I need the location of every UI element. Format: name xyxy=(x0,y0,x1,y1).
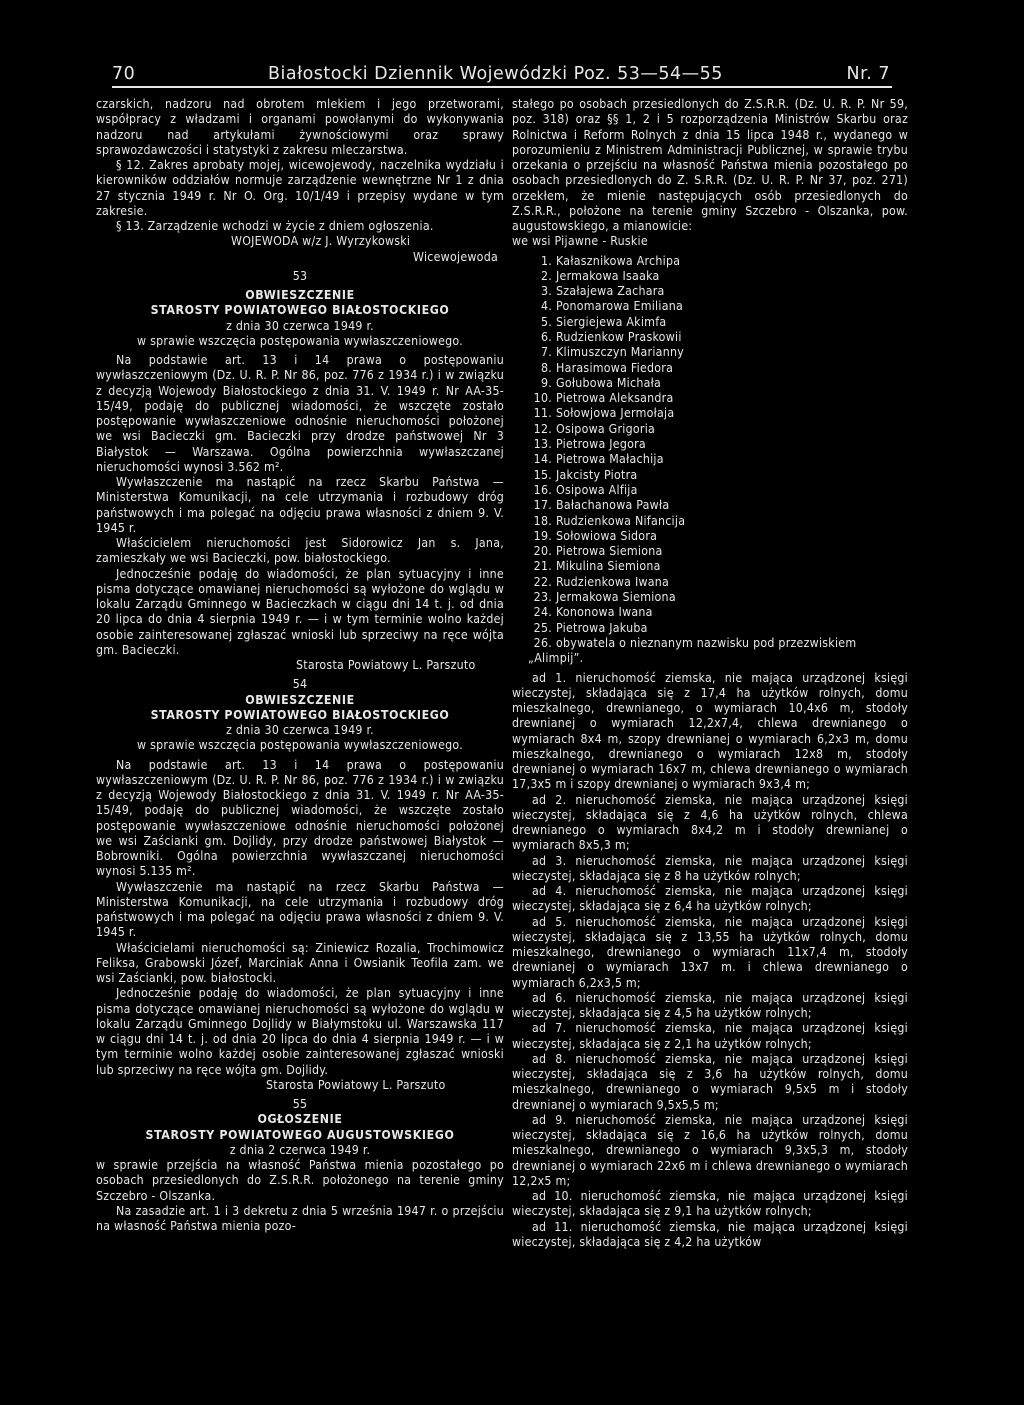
person-number: 19. xyxy=(533,528,552,543)
person-number: 7. xyxy=(540,345,552,360)
person-name: Szałajewa Zachara xyxy=(556,284,665,299)
person-number: 2. xyxy=(540,268,552,283)
person-number: 5. xyxy=(540,314,552,329)
person-name: obywatela o nieznanym nazwisku pod przezwiskiem „Alimpij”. xyxy=(528,635,857,666)
property-description-item: ad 8. nieruchomość ziemska, nie mająca urządzonej księgi wieczystej, składająca się z 3,6 ha użytków rolnych, domu mieszkalnego, drewnianego o wymiarach 9,5x5 m i stodoły drewnianej o wymiarach 9,5x5,5 m; xyxy=(512,1051,908,1112)
notice-54-para-4: Jednocześnie podaję do wiadomości, że plan sytuacyjny i inne pisma dotyczące omawianej nieruchomości są wyłożone do wglądu w lokalu Zarządu Gminnego Dojlidy w Białymstoku ul. Warszawska 117 w ciągu dni 14 t. j. od dnia 20 lipca do dnia 4 sierpnia 1949 r. — i w tym terminie wolno każdej osobie zainteresowanej zgłaszać wnioski lub sprzeciwy na ręce wójta gm. Dojlidy. xyxy=(96,986,504,1077)
notice-53-authority: STAROSTY POWIATOWEGO BIAŁOSTOCKIEGO xyxy=(150,303,450,318)
person-number: 12. xyxy=(533,421,552,436)
person-name: Harasimowa Fiedora xyxy=(556,360,674,375)
person-name: Jermakowa Isaaka xyxy=(556,268,660,283)
page-header xyxy=(112,64,892,88)
person-name: Pietrowa Jakuba xyxy=(556,620,648,635)
property-descriptions xyxy=(512,671,908,1251)
person-list-item xyxy=(512,422,908,437)
notice-53-para-4: Jednocześnie podaję do wiadomości, że plan sytuacyjny i inne pisma dotyczące omawianej nieruchomości są wyłożone do wglądu w lokalu Zarządu Gminnego w Bacieczkach w ciągu dni 14 t. j. od dnia 20 lipca do dnia 4 sierpnia 1949 r. — i w tym terminie wolno każdej osobie zainteresowanej zgłaszać wnioski lub sprzeciwy na ręce wójta gm. Bacieczki. xyxy=(96,566,504,657)
person-name: Osipowa Grigoria xyxy=(556,421,656,436)
person-name: Pietrowa Aleksandra xyxy=(556,391,674,406)
notice-54-para-2: Wywłaszczenie ma nastąpić na rzecz Skarbu Państwa — Ministerstwa Komunikacji, na cele utrzymania i rozbudowy dróg państwowych i ma polegać na odjęciu prawa własności z dniem 9. V. 1945 r. xyxy=(96,879,504,940)
page-number: 70 xyxy=(112,64,136,84)
person-number: 14. xyxy=(533,452,552,467)
notice-54-heading: OBWIESZCZENIE xyxy=(245,692,355,707)
person-number: 9. xyxy=(540,375,552,390)
person-number: 15. xyxy=(533,467,552,482)
property-description-item: ad 5. nieruchomość ziemska, nie mająca urządzonej księgi wieczystej, składająca się z 13,55 ha użytków rolnych, domu mieszkalnego, drewnianego o wymiarach 11x7,4 m, stodoły drewnianej o wymiarach 13x7 m. i chlewa drewnianego o wymiarach 6,2x3,5 m; xyxy=(512,914,908,990)
issue-number: Nr. 7 xyxy=(846,64,890,84)
person-number: 25. xyxy=(533,620,552,635)
person-name: Mikulina Siemiona xyxy=(556,559,661,574)
person-number: 23. xyxy=(533,590,552,605)
person-list-item xyxy=(512,315,908,330)
person-name: Sołowjowa Jermołaja xyxy=(556,406,675,421)
person-name: Siergiejewa Akimfa xyxy=(556,314,667,329)
notice-55-authority: STAROSTY POWIATOWEGO AUGUSTOWSKIEGO xyxy=(145,1127,455,1142)
person-list-item xyxy=(512,468,908,483)
signature-wojewoda: WOJEWODA w/z J. Wyrzykowski xyxy=(231,234,411,249)
person-list-item xyxy=(512,498,908,513)
person-number: 3. xyxy=(540,284,552,299)
signature-title: Wicewojewoda xyxy=(413,249,498,264)
person-list-item xyxy=(512,575,908,590)
person-list-item xyxy=(512,299,908,314)
person-number: 22. xyxy=(533,574,552,589)
notice-54-authority: STAROSTY POWIATOWEGO BIAŁOSTOCKIEGO xyxy=(150,707,450,722)
person-list-item xyxy=(512,590,908,605)
person-name: Pietrowa Siemiona xyxy=(556,544,663,559)
persons-list xyxy=(512,254,908,667)
property-description-item: ad 7. nieruchomość ziemska, nie mająca urządzonej księgi wieczystej, składająca się z 2,1 ha użytków rolnych; xyxy=(512,1021,908,1051)
property-description-item: ad 11. nieruchomość ziemska, nie mająca urządzonej księgi wieczystej, składająca się z 4,2 ha użytków xyxy=(512,1219,908,1249)
person-name: Osipowa Alfija xyxy=(556,482,638,497)
person-name: Rudzienkowa Iwana xyxy=(556,574,670,589)
person-name: Pietrowa Małachija xyxy=(556,452,664,467)
person-list-item xyxy=(512,376,908,391)
notice-55-number: 55 xyxy=(292,1097,308,1111)
property-description-item: ad 6. nieruchomość ziemska, nie mająca urządzonej księgi wieczystej, składająca się z 4,5 ha użytków rolnych; xyxy=(512,990,908,1021)
person-name: Klimuszczyn Marianny xyxy=(556,345,685,360)
person-number: 10. xyxy=(533,391,552,406)
notice-54-signature: Starosta Powiatowy L. Parszuto xyxy=(266,1077,446,1092)
notice-53-signature: Starosta Powiatowy L. Parszuto xyxy=(296,658,476,672)
person-number: 16. xyxy=(533,482,552,497)
left-column xyxy=(96,97,504,1234)
person-name: Jakcisty Piotra xyxy=(556,467,638,482)
person-list-item xyxy=(512,284,908,299)
person-list-item xyxy=(512,406,908,421)
village-label: we wsi Pijawne - Ruskie xyxy=(512,234,648,249)
notice-53-heading: OBWIESZCZENIE xyxy=(245,288,355,302)
right-column xyxy=(512,97,908,1250)
person-number: 11. xyxy=(533,406,552,421)
notice-54-date: z dnia 30 czerwca 1949 r. xyxy=(226,723,374,737)
notice-53-para-1: Na podstawie art. 13 i 14 prawa o postępowaniu wywłaszczeniowym (Dz. U. R. P. Nr 86, poz. 776 z 1934 r.) i w związku z decyzją Wojewody Białostockiego z dnia 31. V. 1949 r. Nr AA-35-15/49, podaję do publicznej wiadomości, że wszczęte zostało postępowanie wywłaszczeniowe odnośnie nieruchomości położonej we wsi Bacieczki gm. Bacieczki przy drodze państwowej Nr 3 Białystok — Warszawa. Ogólna powierzchnia wywłaszczanej nieruchomości wynosi 3.562 m². xyxy=(96,353,504,474)
property-description-item: ad 10. nieruchomość ziemska, nie mająca urządzonej księgi wieczystej, składająca się z 9,1 ha użytków rolnych; xyxy=(512,1189,908,1219)
person-name: Kałasznikowa Archipa xyxy=(556,253,681,268)
person-list-item xyxy=(512,361,908,376)
person-list-item xyxy=(512,269,908,284)
property-description-item: ad 3. nieruchomość ziemska, nie mająca urządzonej księgi wieczystej, składająca się z 8 ha użytków rolnych; xyxy=(512,853,908,883)
person-list-item xyxy=(512,621,908,636)
person-name: Bałachanowa Pawła xyxy=(556,498,670,513)
person-name: Gołubowa Michała xyxy=(556,375,662,390)
notice-53-subject: w sprawie wszczęcia postępowania wywłaszczeniowego. xyxy=(137,333,463,348)
person-number: 18. xyxy=(533,513,552,528)
person-name: Sołowiowa Sidora xyxy=(556,528,658,543)
notice-54-para-3: Właścicielami nieruchomości są: Ziniewicz Rozalia, Trochimowicz Feliksa, Grabowski Józef, Marciniak Anna i Owsianik Teofila zam. we wsi Zaścianki, pow. białostocki. xyxy=(96,940,504,985)
property-description-item: ad 4. nieruchomość ziemska, nie mająca urządzonej księgi wieczystej, składająca się z 6,4 ha użytków rolnych; xyxy=(512,884,908,914)
person-list-item xyxy=(512,437,908,452)
person-number: 26. xyxy=(533,635,552,650)
person-number: 6. xyxy=(540,329,552,344)
notice-53-number: 53 xyxy=(292,268,308,283)
property-description-item: ad 1. nieruchomość ziemska, nie mająca urządzonej księgi wieczystej, składająca się z 17,4 ha użytków rolnych, domu mieszkalnego, drewnianego, o wymiarach 10,4x6 m, stodoły drewnianej o wymiarach 12,2x7,4, chlewa drewnianego o wymiarach 8x4 m, szopy drewnianej o wymiarach 6,2x3 m, domu mieszkalnego, drewnianego o wymiarach 12x8 m, stodoły drewnianej o wymiarach 16x7 m, chlewa drewnianego o wymiarach 17,3x5 m i szopy drewnianej o wymiarach 9x3,4 m; xyxy=(512,670,908,792)
notice-55-para-1: Na zasadzie art. 1 i 3 dekretu z dnia 5 września 1947 r. o przejściu na własność Państwa mienia pozo- xyxy=(96,1203,504,1233)
person-list-item xyxy=(512,345,908,360)
notice-54-number: 54 xyxy=(292,677,308,692)
person-number: 21. xyxy=(533,559,552,574)
person-list-item xyxy=(512,544,908,559)
section-13: § 13. Zarządzenie wchodzi w życie z dniem ogłoszenia. xyxy=(116,219,434,233)
property-description-item: ad 2. nieruchomość ziemska, nie mająca urządzonej księgi wieczystej, składająca się z 4,6 ha użytków rolnych, chlewa drewnianego o wymiarach 8x4,2 m i stodoły drewnianej o wymiarach 8x5,3 m; xyxy=(512,792,908,853)
person-number: 8. xyxy=(540,360,552,375)
notice-55-date: z dnia 2 czerwca 1949 r. xyxy=(229,1142,371,1157)
continued-paragraph: czarskich, nadzoru nad obrotem mlekiem i jego przetworami, współpracy z władzami i organami powołanymi do wykonywania nadzoru nad artykułami żywnościowymi oraz sprawy sprawozdawczości i statystyki z zakresu mleczarstwa. xyxy=(96,97,504,157)
continued-paragraph-right: stałego po osobach przesiedlonych do Z.S.R.R. (Dz. U. R. P. Nr 59, poz. 318) oraz §§ 1, 2 i 5 rozporządzenia Ministrów Skarbu oraz Rolnictwa i Reform Rolnych z dnia 15 lipca 1948 r., wydanego w porozumieniu z Ministrem Administracji Publicznej, w sprawie trybu orzekania o przejściu na własność Państwa mienia pozostałego po osobach przesiedlonych do Z. S.R.R. (Dz. U. R. P. Nr 37, poz. 271) orzekłem, że mienie następujących osób przesiedlonych do Z.S.R.R., położone na terenie gminy Szczebro - Olszanka, pow. augustowskiego, a mianowicie: xyxy=(512,97,908,233)
notice-53-para-3: Właścicielem nieruchomości jest Sidorowicz Jan s. Jana, zamieszkały we wsi Bacieczki, pow. białostockiego. xyxy=(96,536,504,566)
person-list-item xyxy=(512,483,908,498)
person-list-item xyxy=(512,605,908,620)
notice-53-para-2: Wywłaszczenie ma nastąpić na rzecz Skarbu Państwa — Ministerstwa Komunikacji, na cele utrzymania i rozbudowy dróg państwowych i ma polegać na odjęciu prawa własności z dniem 9. V. 1945 r. xyxy=(96,475,504,535)
person-name: Jermakowa Siemiona xyxy=(556,590,676,605)
person-number: 24. xyxy=(533,605,552,620)
person-list-item xyxy=(512,514,908,529)
person-number: 17. xyxy=(533,498,552,513)
person-name: Kononowa Iwana xyxy=(556,605,653,620)
person-name: Ponomarowa Emiliana xyxy=(556,299,684,314)
journal-title: Białostocki Dziennik Wojewódzki Poz. 53—54—55 xyxy=(268,64,723,84)
notice-54-para-1: Na podstawie art. 13 i 14 prawa o postępowaniu wywłaszczeniowym (Dz. U. R. P. Nr 86, poz. 776 z 1934 r.) i w związku z decyzją Wojewody Białostockiego z dnia 31. V. 1949 r. Nr AA-35-15/49, podaję do publicznej wiadomości, że wszczęte zostało postępowanie wywłaszczeniowe odnośnie nieruchomości położonej we wsi Zaścianki gm. Dojlidy, przy drodze państwowej Białystok — Bobrowniki. Ogólna powierzchnia wywłaszczanej nieruchomości wynosi 5.135 m². xyxy=(96,757,504,879)
person-list-item xyxy=(512,391,908,406)
person-list-item xyxy=(512,452,908,467)
person-list-item xyxy=(512,559,908,574)
person-name: Rudzienkow Praskowii xyxy=(556,329,682,344)
person-list-item xyxy=(512,529,908,544)
property-description-item: ad 9. nieruchomość ziemska, nie mająca urządzonej księgi wieczystej, składająca się z 16,6 ha użytków rolnych, domu mieszkalnego, drewnianego o wymiarach 9,3x5,3 m, stodoły drewnianej o wymiarach 22x6 m i chlewa drewnianego o wymiarach 12,2x5 m; xyxy=(512,1112,908,1188)
person-number: 4. xyxy=(540,299,552,314)
person-number: 13. xyxy=(533,437,552,452)
person-name: Pietrowa Jegora xyxy=(556,437,646,452)
notice-55-heading: OGŁOSZENIE xyxy=(257,1112,343,1127)
person-number: 1. xyxy=(540,253,552,268)
notice-53-date: z dnia 30 czerwca 1949 r. xyxy=(226,318,374,333)
person-list-item xyxy=(512,254,908,269)
person-list-item xyxy=(512,636,908,667)
notice-54-subject: w sprawie wszczęcia postępowania wywłaszczeniowego. xyxy=(137,738,463,753)
person-list-item xyxy=(512,330,908,345)
person-number: 20. xyxy=(533,544,552,559)
notice-55-subject: w sprawie przejścia na własność Państwa mienia pozostałego po osobach przesiedlonych do Z.S.R.R. położonego na terenie gminy Szczebro - Olszanka. xyxy=(96,1158,504,1203)
person-name: Rudzienkowa Nifancija xyxy=(556,513,686,528)
section-12: § 12. Zakres aprobaty mojej, wicewojewody, naczelnika wydziału i kierowników oddziałów normuje zarządzenie wewnętrzne Nr 1 z dnia 27 stycznia 1949 r. Nr O. Org. 10/1/49 i przepisy wydane w tym zakresie. xyxy=(96,158,504,218)
